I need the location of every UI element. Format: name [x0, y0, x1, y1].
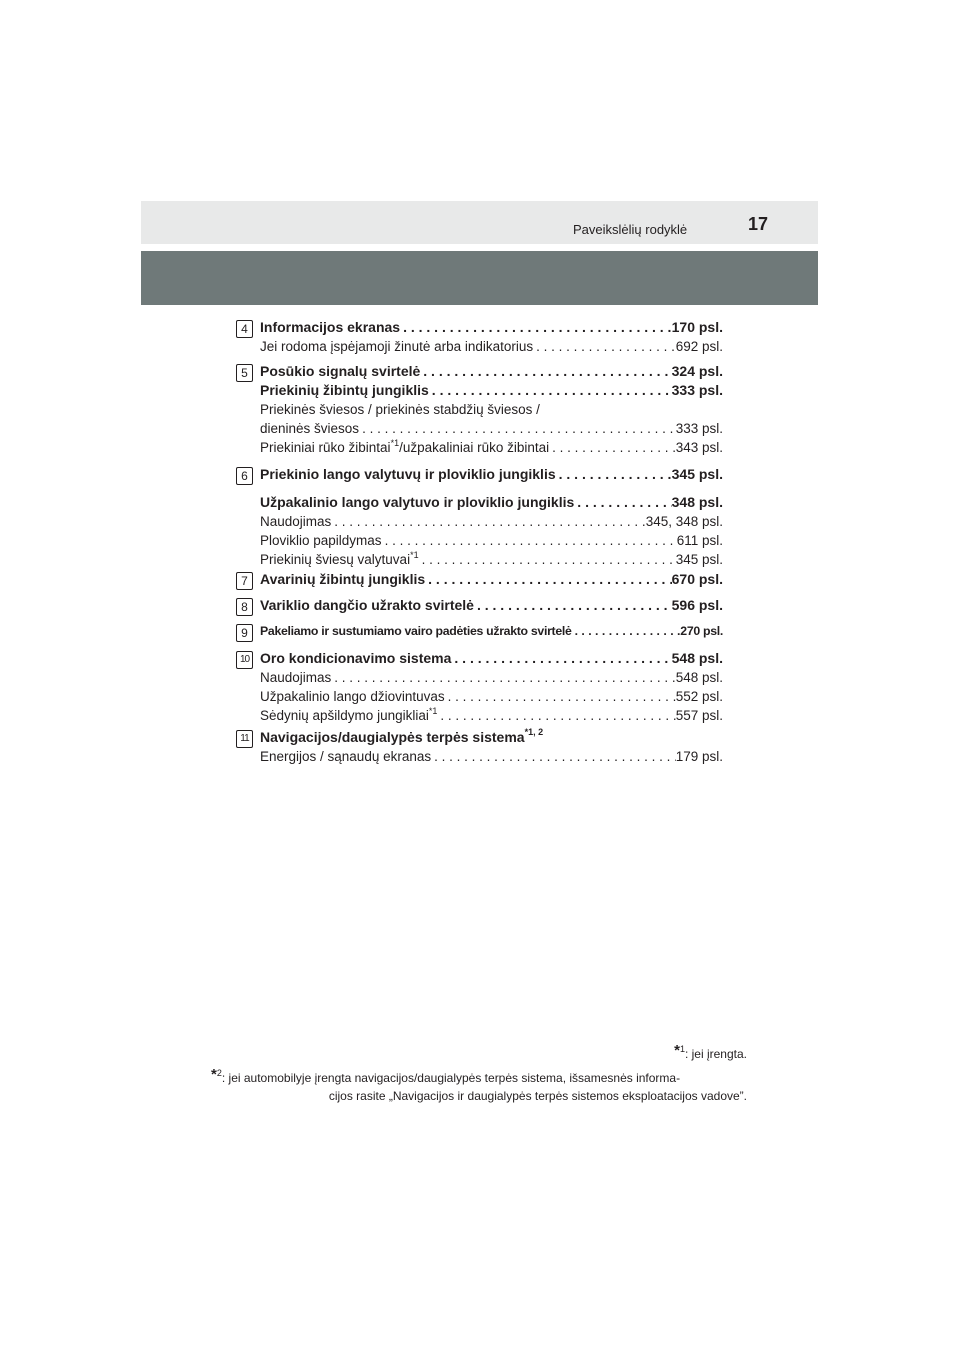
footnote-2-text: : jei automobilyje įrengta navigacijos/daugialypės terpės sistema, išsamesnės informa- — [221, 1071, 681, 1085]
dot-leader — [445, 687, 676, 706]
index-section — [236, 649, 723, 725]
section-banner — [141, 251, 818, 305]
entry-text: Užpakalinio lango džiovintuvas — [260, 689, 445, 704]
index-entry-title — [260, 622, 723, 641]
entry-text-cont: /užpakaliniai rūko žibintai — [399, 440, 550, 455]
footnote-1 — [674, 1042, 747, 1061]
entry-text: Priekinių žibintų jungiklis — [260, 382, 429, 398]
page-reference: 557 psl. — [675, 708, 723, 723]
section-number-badge: 5 — [236, 364, 253, 382]
entry-text: Naudojimas — [260, 514, 332, 529]
index-entry-title — [260, 362, 723, 381]
entry-text: dieninės šviesos — [260, 421, 360, 436]
footnote-ref: *1 — [410, 549, 419, 560]
index-section — [236, 570, 723, 589]
index-entry-title — [260, 318, 723, 337]
page-header-bar — [141, 201, 818, 244]
page-reference: 170 psl. — [671, 319, 723, 335]
entry-text: Ploviklio papildymas — [260, 533, 382, 548]
footnote-ref: *1 — [428, 705, 438, 716]
section-number-badge: 11 — [236, 730, 253, 748]
dot-leader — [425, 570, 671, 589]
dot-leader — [431, 747, 676, 766]
footnote-2-continuation: cijos rasite „Navigacijos ir daugialypės terpės sistemos eksploatacijos vadove”. — [328, 1089, 747, 1103]
dot-leader — [400, 318, 672, 337]
section-number-badge: 4 — [236, 320, 253, 338]
entry-text: Naudojimas — [260, 670, 332, 685]
footnote-2-mark: * — [211, 1066, 217, 1083]
section-number-badge: 6 — [236, 467, 253, 485]
index-entry-sub — [260, 400, 723, 419]
index-entry-title — [260, 570, 723, 589]
entry-text: Pakeliamo ir sustumiamo vairo padėties užrakto svirtelė — [260, 624, 572, 638]
footnote-ref: *1, 2 — [524, 727, 544, 738]
entry-text: Priekinio lango valytuvų ir ploviklio jungiklis — [260, 466, 556, 482]
section-number-badge: 8 — [236, 598, 253, 616]
entry-text: Priekinių šviesų valytuvai — [260, 552, 411, 567]
dot-leader — [331, 668, 675, 687]
page-reference: 670 psl. — [671, 571, 723, 587]
dot-leader — [451, 649, 671, 668]
index-entry-sub — [260, 706, 723, 725]
dot-leader — [572, 622, 681, 641]
index-section — [236, 318, 723, 356]
page-reference: 345 psl. — [671, 466, 723, 482]
dot-leader — [533, 337, 676, 356]
dot-leader — [474, 596, 672, 615]
entry-text: Priekiniai rūko žibintai — [260, 440, 391, 455]
index-entry-sub — [260, 747, 723, 766]
page-reference: 333 psl. — [675, 421, 723, 436]
index-entry-sub — [260, 512, 723, 531]
index-section — [236, 362, 723, 457]
section-number-badge: 9 — [236, 624, 253, 642]
index-entry-title — [260, 596, 723, 615]
entry-text: Variklio dangčio užrakto svirtelė — [260, 597, 474, 613]
entry-text: Posūkio signalų svirtelė — [260, 363, 421, 379]
entry-text: Informacijos ekranas — [260, 319, 401, 335]
index-entry-sub — [260, 687, 723, 706]
footnote-1-mark: * — [674, 1042, 680, 1059]
index-entry-title — [260, 649, 723, 668]
footnote-2-sup: 2 — [216, 1068, 222, 1078]
page-reference: 345 psl. — [675, 552, 723, 567]
dot-leader — [359, 419, 676, 438]
page-reference: 552 psl. — [675, 689, 723, 704]
page-header-title: Paveikslėlių rodyklė — [573, 222, 688, 237]
dot-leader — [437, 706, 675, 725]
page-reference: 596 psl. — [671, 597, 723, 613]
index-section — [236, 728, 723, 766]
index-entry-sub — [260, 419, 723, 438]
entry-text: Jei rodoma įspėjamoji žinutė arba indikatorius — [260, 339, 534, 354]
dot-leader — [549, 438, 676, 457]
entry-text: Navigacijos/daugialypės terpės sistema — [260, 729, 525, 745]
index-entry-title — [260, 493, 723, 512]
section-number-badge: 7 — [236, 572, 253, 590]
footnote-1-sup: 1 — [679, 1044, 685, 1054]
section-number-badge: 10 — [236, 651, 253, 669]
index-entry-sub — [260, 668, 723, 687]
index-entry-sub — [260, 438, 723, 457]
entry-text: Oro kondicionavimo sistema — [260, 650, 452, 666]
dot-leader — [429, 381, 672, 400]
dot-leader — [382, 531, 677, 550]
index-entry-title — [260, 465, 723, 484]
page-reference: 548 psl. — [675, 670, 723, 685]
footnote-ref: *1 — [390, 437, 400, 448]
page-reference: 345, 348 psl. — [645, 514, 723, 529]
index-section — [236, 596, 723, 615]
page-reference: 179 psl. — [675, 749, 723, 764]
index-section — [236, 622, 723, 641]
entry-text: Priekinės šviesos / priekinės stabdžių šviesos / — [260, 402, 540, 417]
entry-text: Avarinių žibintų jungiklis — [260, 571, 426, 587]
dot-leader — [420, 362, 671, 381]
page-reference: 348 psl. — [671, 494, 723, 510]
page-reference: 270 psl. — [680, 624, 723, 638]
entry-text: Užpakalinio lango valytuvo ir ploviklio jungiklis — [260, 494, 575, 510]
page-reference: 611 psl. — [676, 533, 723, 548]
entry-text: Energijos / sąnaudų ekranas — [260, 749, 432, 764]
index-entry-sub — [260, 550, 723, 569]
index-entry-sub — [260, 531, 723, 550]
page-reference: 692 psl. — [675, 339, 723, 354]
index-entry-title — [260, 728, 723, 747]
dot-leader — [419, 550, 676, 569]
index-entry-title — [260, 381, 723, 400]
page-reference: 343 psl. — [675, 440, 723, 455]
entry-text: Sėdynių apšildymo jungikliai — [260, 708, 429, 723]
page-number: 17 — [748, 214, 769, 234]
dot-leader — [331, 512, 645, 531]
footnote-2 — [211, 1066, 747, 1105]
page-reference: 333 psl. — [671, 382, 723, 398]
page-reference: 548 psl. — [671, 650, 723, 666]
dot-leader — [556, 465, 672, 484]
page-reference: 324 psl. — [671, 363, 723, 379]
index-section — [236, 465, 723, 569]
dot-leader — [574, 493, 671, 512]
index-entry-sub — [260, 337, 723, 356]
footnote-1-text: : jei įrengta. — [684, 1047, 747, 1061]
